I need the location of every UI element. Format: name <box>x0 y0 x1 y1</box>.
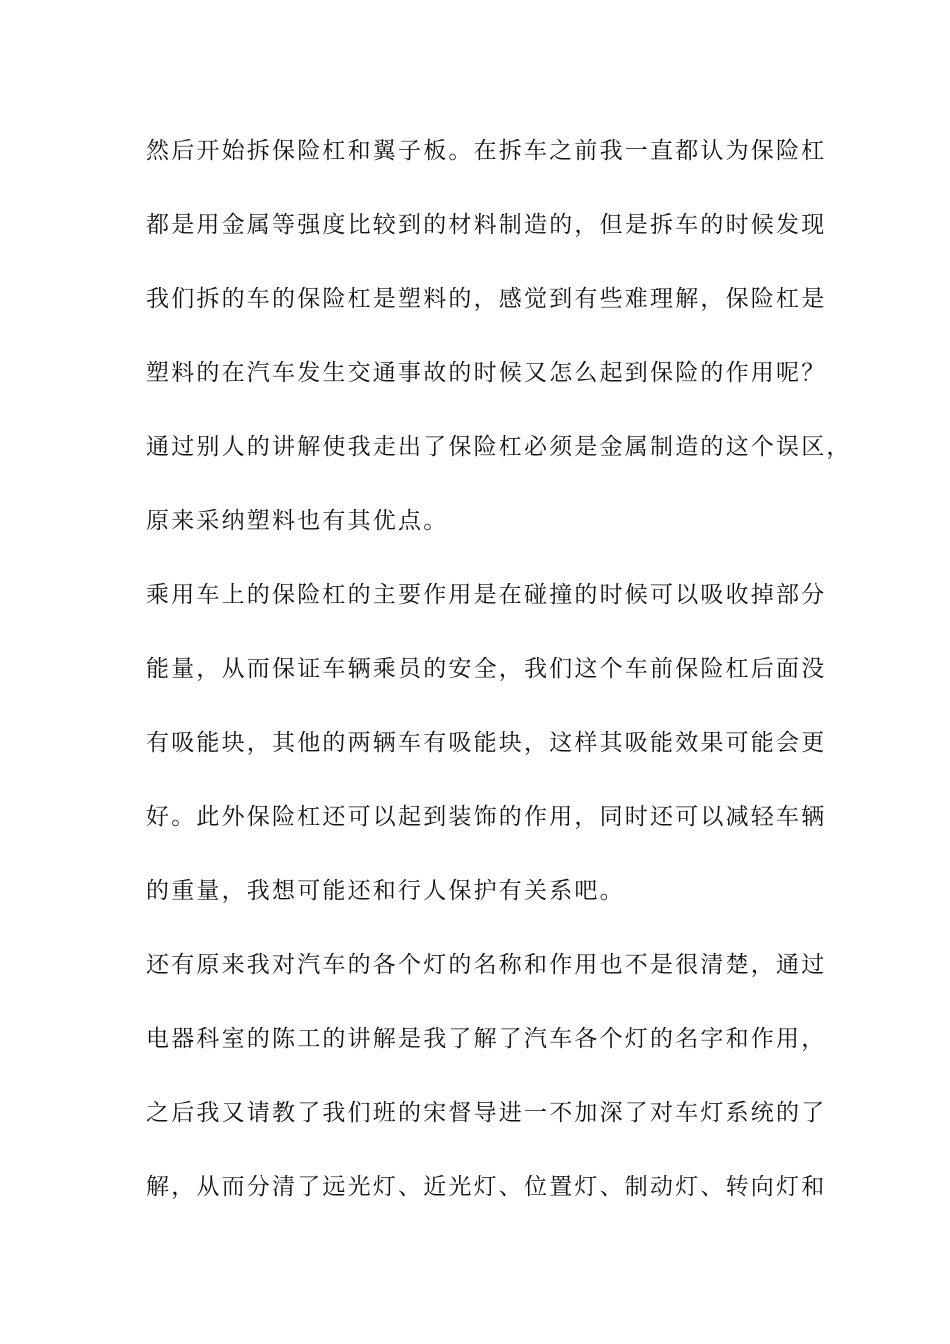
text-line: 通过别人的讲解使我走出了保险杠必须是金属制造的这个误区， <box>146 434 852 460</box>
text-line: 然后开始拆保险杠和翼子板。在拆车之前我一直都认为保险杠 <box>146 138 827 164</box>
text-line: 有吸能块，其他的两辆车有吸能块，这样其吸能效果可能会更 <box>146 730 827 756</box>
text-line: 原来采纳塑料也有其优点。 <box>146 508 449 534</box>
body-text <box>146 128 852 1238</box>
text-line: 之后我又请教了我们班的宋督导进一不加深了对车灯系统的了 <box>146 1100 827 1126</box>
text-line: 能量，从而保证车辆乘员的安全，我们这个车前保险杠后面没 <box>146 656 827 682</box>
text-line: 乘用车上的保险杠的主要作用是在碰撞的时候可以吸收掉部分 <box>146 582 827 608</box>
text-line: 塑料的在汽车发生交通事故的时候又怎么起到保险的作用呢？ <box>146 360 827 386</box>
text-line: 的重量，我想可能还和行人保护有关系吧。 <box>146 878 625 904</box>
text-line: 还有原来我对汽车的各个灯的名称和作用也不是很清楚，通过 <box>146 952 827 978</box>
text-line: 解，从而分清了远光灯、近光灯、位置灯、制动灯、转向灯和 <box>146 1174 827 1200</box>
text-line: 好。此外保险杠还可以起到装饰的作用，同时还可以减轻车辆 <box>146 804 827 830</box>
text-line: 电器科室的陈工的讲解是我了解了汽车各个灯的名字和作用， <box>146 1026 827 1052</box>
text-line: 我们拆的车的保险杠是塑料的，感觉到有些难理解，保险杠是 <box>146 286 827 312</box>
text-line: 都是用金属等强度比较到的材料制造的，但是拆车的时候发现 <box>146 212 827 238</box>
